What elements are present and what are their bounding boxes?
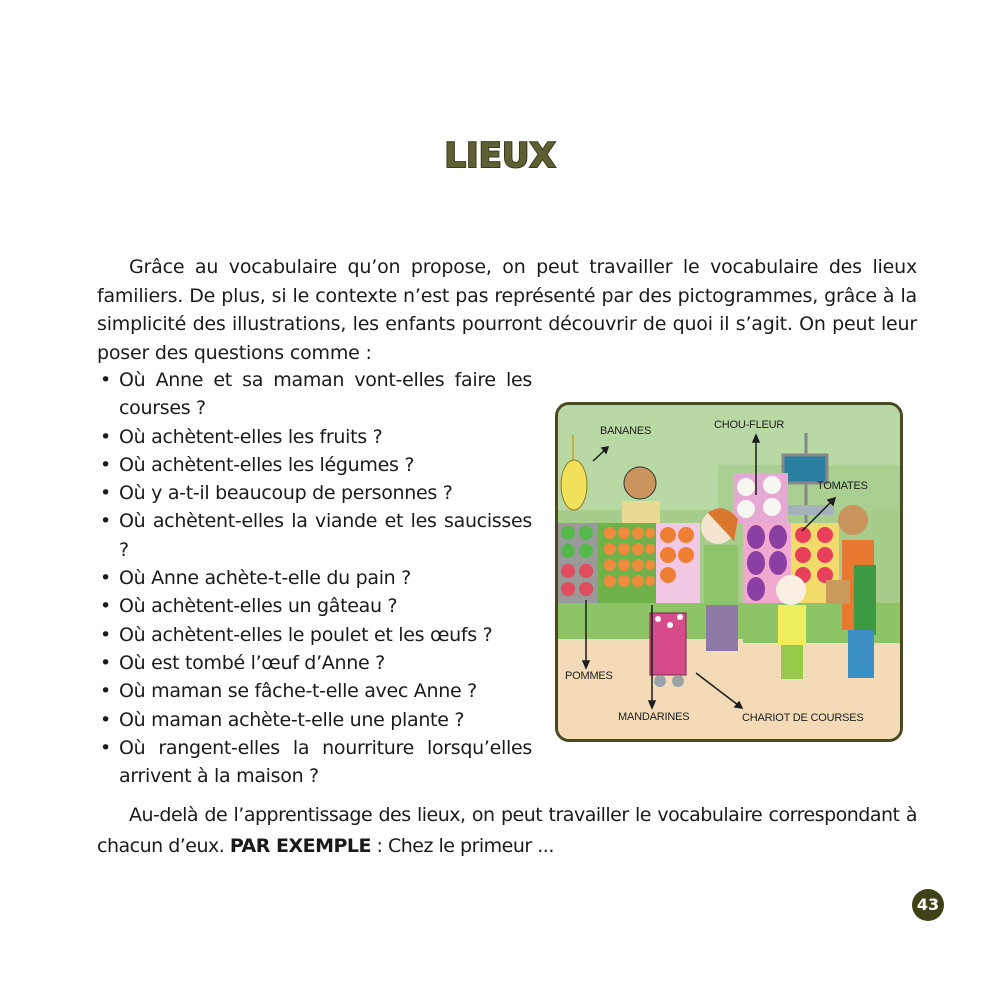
bullet-icon: •	[100, 736, 111, 759]
list-item: • Où achètent-elles un gâteau ?	[100, 592, 532, 620]
list-item: • Où maman se fâche-t-elle avec Anne ?	[100, 677, 532, 705]
outro-paragraph: Au-delà de l’apprentissage des lieux, on peut travailler le vocabulaire correspondant à chacun d’eux. PAR EXEMPLE : Chez le primeur ...	[97, 804, 917, 857]
bullet-icon: •	[100, 482, 111, 505]
list-item: • Où y a-t-il beaucoup de personnes ?	[100, 479, 532, 507]
page-number-badge: 43	[912, 889, 944, 921]
list-item: • Où maman achète-t-elle une plante ?	[100, 706, 532, 734]
label-chariot: CHARIOT DE COURSES	[742, 712, 864, 724]
bullet-icon: •	[100, 369, 111, 391]
list-item: • Où Anne et sa maman vont-elles faire les courses ?	[100, 366, 532, 423]
bullet-icon: •	[100, 623, 111, 646]
list-item: • Où Anne achète-t-elle du pain ?	[100, 564, 532, 592]
bullet-icon: •	[100, 453, 111, 476]
label-mandarines: MANDARINES	[618, 711, 690, 723]
list-item: • Où achètent-elles les légumes ?	[100, 451, 532, 479]
list-item: • Où est tombé l’œuf d’Anne ?	[100, 649, 532, 677]
market-illustration	[555, 402, 903, 742]
label-pommes: POMMES	[565, 670, 613, 682]
market-scene-icon	[558, 405, 900, 739]
list-item: • Où rangent-elles la nourriture lorsqu’elles arrivent à la maison ?	[100, 734, 532, 791]
emphasis-par-exemple: PAR EXEMPLE	[229, 835, 372, 857]
bullet-icon: •	[100, 651, 111, 674]
intro-paragraph: Grâce au vocabulaire qu’on propose, on peut travailler le vocabulaire des lieux familiers. De plus, si le contexte n’est pas représenté par des pictogrammes, grâce à la simplicité des illustrations, les enfants pourront découvrir de quoi il s’agit. On peut leur poser des questions comme :	[97, 256, 917, 364]
bullet-icon: •	[100, 680, 111, 703]
label-bananes: BANANES	[600, 425, 652, 437]
question-list	[100, 366, 532, 790]
list-item: • Où achètent-elles le poulet et les œufs ?	[100, 621, 532, 649]
bullet-icon: •	[100, 567, 111, 590]
label-tomates: TOMATES	[817, 480, 868, 492]
page-title: LIEUX	[444, 135, 556, 176]
bullet-icon: •	[100, 425, 111, 448]
label-chou-fleur: CHOU-FLEUR	[714, 419, 785, 431]
bullet-icon: •	[100, 708, 111, 731]
list-item: • Où achètent-elles la viande et les saucisses ?	[100, 507, 532, 564]
bullet-icon: •	[100, 595, 111, 618]
bullet-icon: •	[100, 510, 111, 533]
list-item: • Où achètent-elles les fruits ?	[100, 423, 532, 451]
